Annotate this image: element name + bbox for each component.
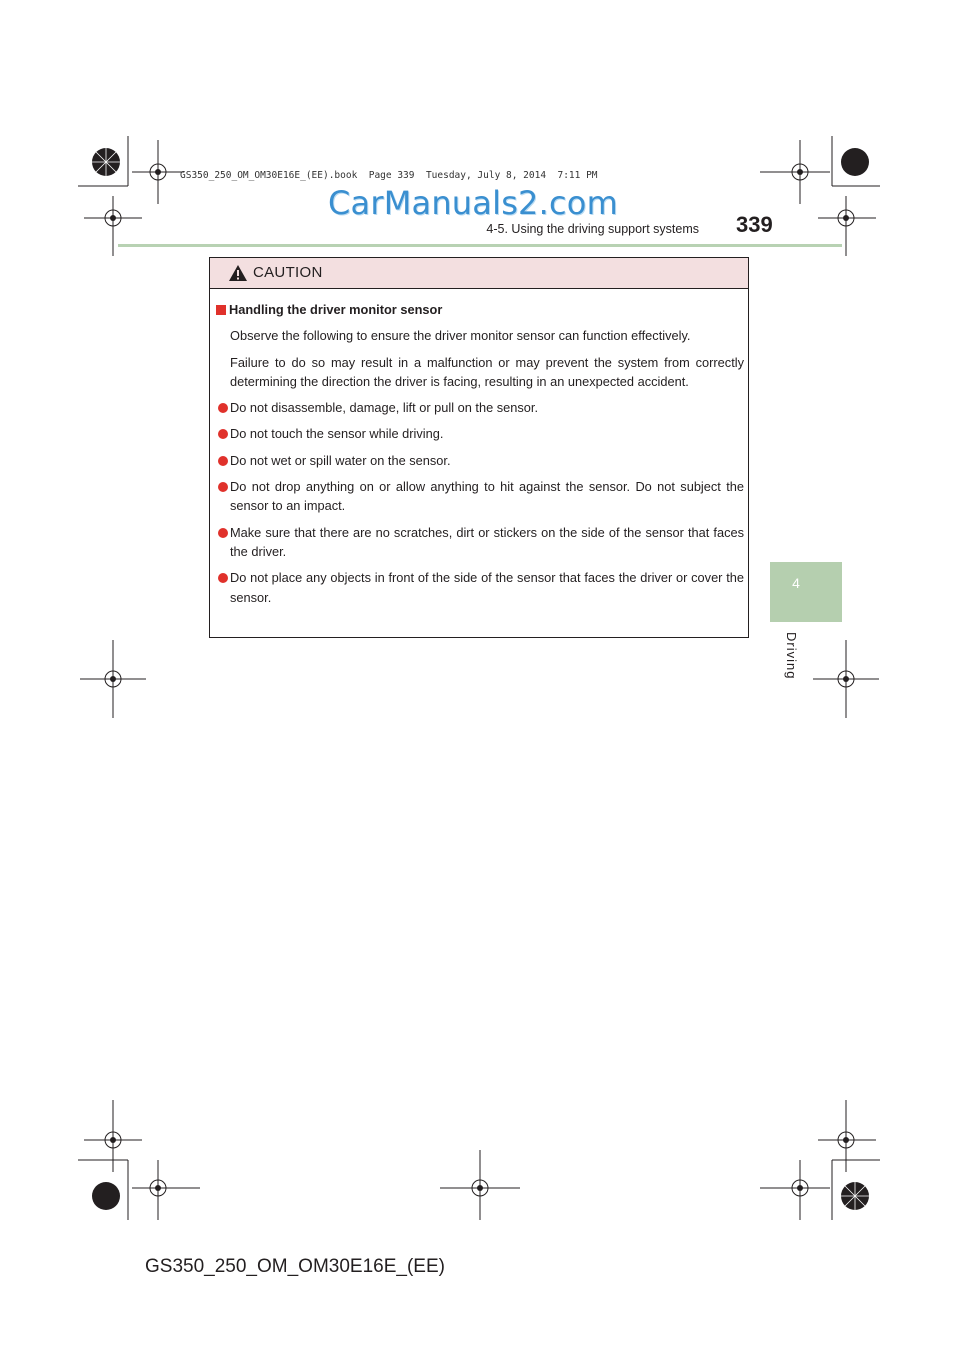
list-item: [216, 451, 744, 470]
caution-body: [216, 300, 744, 614]
paragraph: Failure to do so may result in a malfunction or may prevent the system from correctly determining the direction the driver is facing, resulting in an unexpected accident.: [230, 354, 744, 389]
section-title: 4-5. Using the driving support systems: [486, 222, 699, 236]
chapter-label: Driving: [784, 632, 799, 680]
subheading-text: Handling the driver monitor sensor: [229, 302, 443, 317]
caution-subheading: [216, 300, 744, 319]
list-item: [216, 477, 744, 516]
list-item-text: Do not place any objects in front of the side of the sensor that faces the driver or cover the sensor.: [230, 570, 744, 605]
list-item-text: Do not drop anything on or allow anything to hit against the sensor. Do not subject the sensor to an impact.: [230, 479, 744, 514]
header-rule: [118, 244, 842, 247]
chapter-number: 4: [792, 575, 800, 591]
list-item: [216, 424, 744, 443]
bullet-dot-icon: [216, 482, 230, 492]
list-item: [216, 523, 744, 562]
bullet-dot-icon: [216, 429, 230, 439]
footer-model-code: GS350_250_OM_OM30E16E_(EE): [145, 1256, 445, 1277]
watermark-logo: CarManuals2.com: [328, 184, 618, 222]
list-item-text: Do not wet or spill water on the sensor.: [230, 452, 451, 468]
bullet-dot-icon: [216, 528, 230, 538]
page-number: 339: [736, 212, 773, 237]
print-file-info: GS350_250_OM_OM30E16E_(EE).book Page 339 Tuesday, July 8, 2014 7:11 PM: [180, 170, 598, 181]
chapter-tab: [770, 562, 842, 622]
warning-triangle-icon: [228, 264, 248, 282]
list-item: [216, 568, 744, 607]
bullet-dot-icon: [216, 456, 230, 466]
list-item-text: Make sure that there are no scratches, dirt or stickers on the side of the sensor that faces the driver.: [230, 524, 744, 559]
list-item-text: Do not touch the sensor while driving.: [230, 426, 444, 442]
caution-header: [210, 258, 748, 289]
caution-title: CAUTION: [253, 264, 323, 281]
paragraph: Observe the following to ensure the driver monitor sensor can function effectively.: [230, 328, 691, 344]
list-item: [216, 398, 744, 417]
bullet-dot-icon: [216, 573, 230, 583]
list-item-text: Do not disassemble, damage, lift or pull on the sensor.: [230, 400, 539, 416]
bullet-dot-icon: [216, 403, 230, 413]
red-square-icon: [216, 305, 226, 315]
caution-box: [209, 257, 749, 638]
